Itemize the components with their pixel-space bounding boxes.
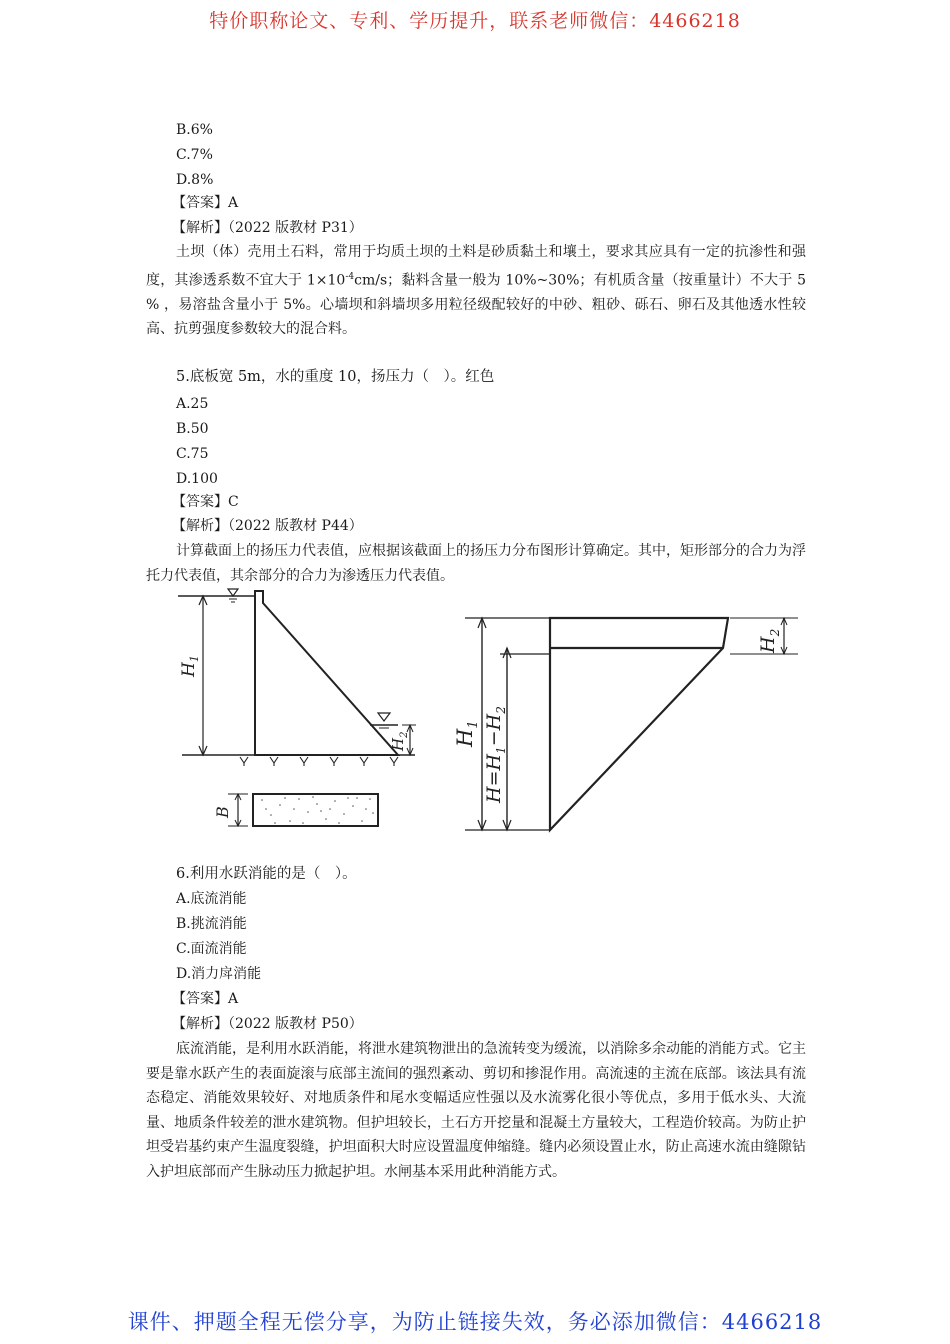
ground-hatch: [240, 757, 398, 766]
q4-option-d: D.8%: [176, 172, 214, 188]
q6-analysis-label: 【解析】（2022 版教材 P50）: [172, 1016, 363, 1032]
q4-option-b: B.6%: [176, 122, 213, 138]
label-b: B: [213, 806, 232, 818]
dam-body: [255, 591, 398, 755]
label-h2: $H_2$: [389, 731, 410, 751]
uplift-pressure-figure: [170, 585, 810, 840]
q5-option-b: B.50: [176, 421, 209, 437]
q4-analysis-label: 【解析】（2022 版教材 P31）: [172, 220, 363, 236]
q4-option-c: C.7%: [176, 147, 213, 163]
footer-advert: 课件、押题全程无偿分享，为防止链接失效，务必添加微信：4466218: [127, 1310, 823, 1334]
q4-analysis-text: 土坝（体）壳用土石料，常用于均质土坝的土料是砂质黏土和壤土，要求其应具有一定的抗渗性和强度，其渗透系数不宜大于 $1\times 10^{-4}cm/s$；黏料含量一般为 10%~30%；有机质含量（按重量计）不大于 5 % ，易溶盐含量小于 5%。心墙坝和斜墙坝多用粒径级配较好的中砂、粗砂、砾石、卵石及其他透水性较高、抗剪强度参数较大的混合料。: [146, 244, 806, 338]
q5-answer: 【答案】C: [172, 494, 239, 510]
q5-option-a: A.25: [176, 396, 209, 412]
uplift-pressure-diagram: [550, 618, 728, 830]
q6-option-c: C.面流消能: [176, 941, 247, 957]
water-level-symbol-upstream: [228, 589, 238, 596]
q5-analysis-text: 计算截面上的扬压力代表值，应根据该截面上的扬压力分布图形计算确定。其中，矩形部分的合力为浮托力代表值，其余部分的合力为渗透压力代表值。: [146, 543, 806, 584]
q5-question: 5.底板宽 5m，水的重度 10，扬压力（ ）。红色: [176, 369, 495, 385]
q6-question: 6.利用水跃消能的是（ ）。: [176, 866, 357, 882]
label-h1: $H_1$: [179, 655, 201, 677]
label-h-equation: $H=H_1-H_2$: [483, 706, 508, 803]
q6-option-b: B.挑流消能: [176, 916, 247, 932]
q4-answer: 【答案】A: [172, 195, 239, 211]
water-level-symbol-downstream: [378, 713, 390, 721]
q6-analysis-text: 底流消能，是利用水跃消能，将泄水建筑物泄出的急流转变为缓流，以消除多余动能的消能方式。它主要是靠水跃产生的表面旋滚与底部主流间的强烈紊动、剪切和掺混作用。高流速的主流在底部。该法具有流态稳定、消能效果较好、对地质条件和尾水变幅适应性强以及水流雾化很小等优点，多用于低水头、大流量、地质条件较差的泄水建筑物。但护坦较长，土石方开挖量和混凝土方量较大，工程造价较高。为防止护坦受岩基约束产生温度裂缝，护坦面积大时应设置温度伸缩缝。缝内必须设置止水，防止高速水流由缝隙钻入护坦底部而产生脉动压力掀起护坦。水闸基本采用此种消能方式。: [146, 1041, 806, 1180]
q5-option-c: C.75: [176, 446, 209, 462]
base-slab: [253, 794, 378, 826]
label-right-h1: $H_1$: [453, 720, 481, 747]
q5-analysis-label: 【解析】（2022 版教材 P44）: [172, 518, 363, 534]
q6-option-a: A.底流消能: [176, 891, 247, 907]
label-right-h2: $H_2$: [757, 628, 782, 653]
q6-answer: 【答案】A: [172, 991, 239, 1007]
header-advert: 特价职称论文、专利、学历提升，联系老师微信：4466218: [209, 10, 741, 32]
base-slab-stipple: [261, 796, 374, 824]
q5-option-d: D.100: [176, 471, 218, 487]
q6-option-d: D.消力戽消能: [176, 966, 262, 982]
